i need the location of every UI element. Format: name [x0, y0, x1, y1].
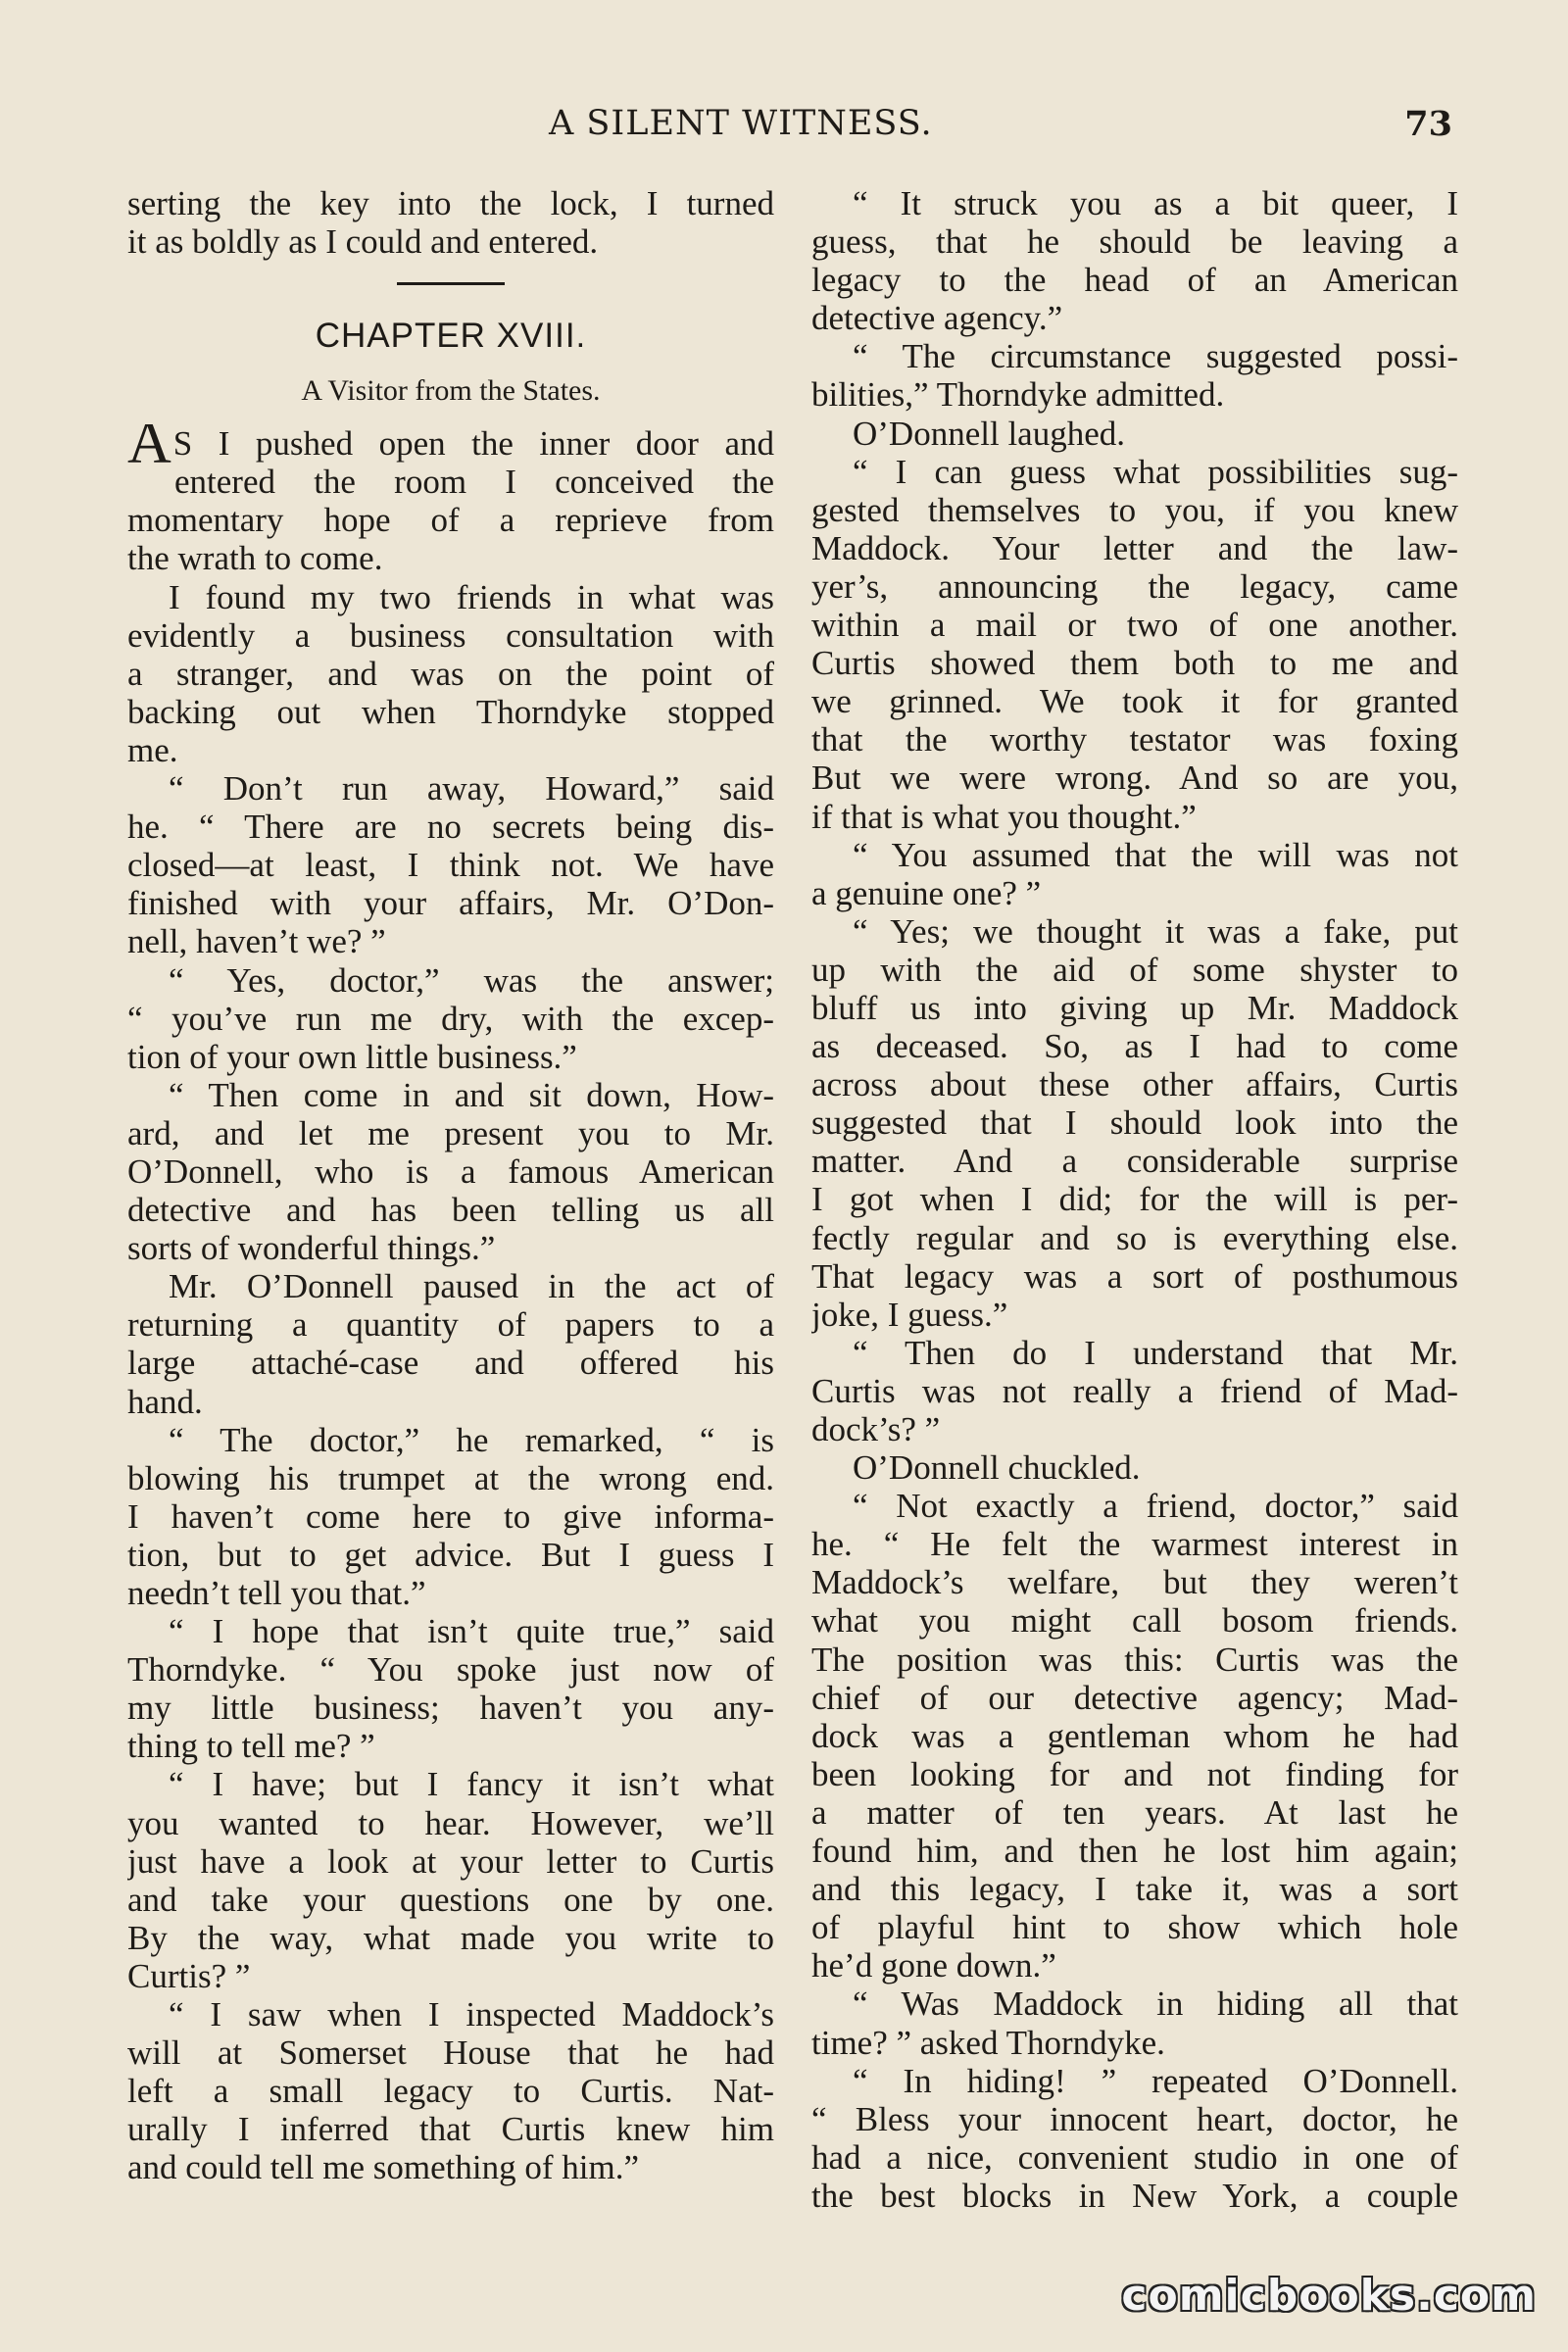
text-line: joke, I guess.”	[811, 1295, 1008, 1334]
text-line: chief of our detective agency; Mad-	[811, 1678, 1458, 1717]
text-line: The position was this: Curtis was the	[811, 1640, 1458, 1679]
text-line: he’d gone down.”	[811, 1946, 1056, 1985]
text-line: gested themselves to you, if you knew	[811, 490, 1458, 529]
text-line: “ It struck you as a bit queer, I	[853, 184, 1458, 222]
text-line: serting the key into the lock, I turned	[127, 184, 774, 222]
text-line: tion of your own little business.”	[127, 1037, 577, 1076]
text-line: “ you’ve run me dry, with the excep-	[127, 999, 774, 1038]
text-line: Curtis was not really a friend of Mad-	[811, 1371, 1458, 1410]
text-line: “ Was Maddock in hiding all that	[853, 1984, 1458, 2024]
text-line: “ I hope that isn’t quite true,” said	[169, 1612, 774, 1651]
text-line: detective agency.”	[811, 299, 1063, 338]
text-line: as deceased. So, as I had to come	[811, 1027, 1458, 1066]
text-line: momentary hope of a reprieve from	[127, 501, 774, 540]
text-line: a stranger, and was on the point of	[127, 654, 774, 693]
text-line: large attaché-case and offered his	[127, 1344, 774, 1383]
text-line: “ In hiding! ” repeated O’Donnell.	[853, 2061, 1458, 2100]
text-line: been looking for and not finding for	[811, 1754, 1458, 1793]
text-line: entered the room I conceived the	[174, 463, 774, 502]
text-line: of playful hint to show which hole	[811, 1908, 1458, 1947]
drop-cap: A	[127, 424, 172, 464]
text-line: Mr. O’Donnell paused in the act of	[169, 1267, 774, 1306]
text-line: my little business; haven’t you any-	[127, 1689, 774, 1728]
chapter-subtitle: A Visitor from the States.	[301, 374, 601, 408]
text-line: “ You assumed that the will was not	[853, 835, 1458, 874]
text-line: dock was a gentleman whom he had	[811, 1716, 1458, 1755]
text-line: and this legacy, I take it, was a sort	[811, 1870, 1458, 1909]
text-line: thing to tell me? ”	[127, 1727, 375, 1766]
text-line: had a nice, convenient studio in one of	[811, 2137, 1458, 2177]
text-line: “ Yes, doctor,” was the answer;	[169, 960, 774, 1000]
text-line: and could tell me something of him.”	[127, 2148, 639, 2187]
text-line: and take your questions one by one.	[127, 1880, 774, 1919]
text-line: “ Then do I understand that Mr.	[853, 1333, 1458, 1372]
text-line: you wanted to hear. However, we’ll	[127, 1803, 774, 1842]
text-line: what you might call bosom friends.	[811, 1601, 1458, 1641]
text-line: Maddock. Your letter and the law-	[811, 528, 1458, 567]
text-line: ard, and let me present you to Mr.	[127, 1113, 774, 1152]
text-line: evidently a business consultation with	[127, 615, 774, 655]
page-number: 73	[1404, 104, 1452, 144]
text-line: “ Not exactly a friend, doctor,” said	[853, 1487, 1458, 1526]
text-line: the best blocks in New York, a couple	[811, 2176, 1458, 2215]
text-line: yer’s, announcing the legacy, came	[811, 566, 1458, 606]
text-line: we grinned. We took it for granted	[811, 682, 1458, 721]
text-line: a genuine one? ”	[811, 873, 1042, 912]
text-line: But we were wrong. And so are you,	[811, 759, 1458, 798]
text-line: found him, and then he lost him again;	[811, 1832, 1458, 1871]
text-line: “ I can guess what possibilities sug-	[853, 452, 1458, 491]
text-line: Maddock’s welfare, but they weren’t	[811, 1563, 1458, 1602]
text-line: I got when I did; for the will is per-	[811, 1180, 1458, 1219]
text-line: “ I have; but I fancy it isn’t what	[169, 1765, 774, 1804]
text-line: sorts of wonderful things.”	[127, 1229, 496, 1268]
text-line: needn’t tell you that.”	[127, 1574, 426, 1612]
text-line: By the way, what made you write to	[127, 1918, 774, 1957]
text-line: dock’s? ”	[811, 1410, 941, 1448]
text-line: it as boldly as I could and entered.	[127, 222, 599, 262]
left-column	[127, 184, 774, 2187]
text-line: blowing his trumpet at the wrong end.	[127, 1458, 774, 1497]
text-line: me.	[127, 730, 178, 769]
chapter-heading: CHAPTER XVIII.	[315, 317, 587, 356]
text-line: tion, but to get advice. But I guess I	[127, 1535, 774, 1574]
text-line: a matter of ten years. At last he	[811, 1792, 1458, 1832]
text-line-body: S I pushed open the inner door and	[172, 424, 774, 464]
text-line: nell, haven’t we? ”	[127, 922, 386, 961]
text-line: guess, that he should be leaving a	[811, 222, 1458, 262]
text-line: closed—at least, I think not. We have	[127, 846, 774, 885]
text-line: O’Donnell laughed.	[853, 414, 1125, 453]
text-line: I haven’t come here to give informa-	[127, 1496, 774, 1536]
text-line: Curtis showed them both to me and	[811, 644, 1458, 683]
text-line: will at Somerset House that he had	[127, 2034, 774, 2073]
text-line: time? ” asked Thorndyke.	[811, 2023, 1165, 2062]
text-line: he. “ There are no secrets being dis-	[127, 808, 774, 847]
text-line: “ The doctor,” he remarked, “ is	[169, 1420, 774, 1459]
text-line: legacy to the head of an American	[811, 261, 1458, 300]
text-line: bilities,” Thorndyke admitted.	[811, 375, 1225, 415]
text-line: within a mail or two of one another.	[811, 606, 1458, 645]
text-line: he. “ He felt the warmest interest in	[811, 1525, 1458, 1564]
text-line: up with the aid of some shyster to	[811, 950, 1458, 989]
text-line: if that is what you thought.”	[811, 797, 1197, 836]
text-line: fectly regular and so is everything else.	[811, 1218, 1458, 1257]
text-line: O’Donnell, who is a famous American	[127, 1152, 774, 1191]
text-line: returning a quantity of papers to a	[127, 1305, 774, 1345]
text-line: urally I inferred that Curtis knew him	[127, 2110, 774, 2149]
section-divider	[397, 282, 505, 285]
text-line: That legacy was a sort of posthumous	[811, 1256, 1458, 1296]
text-line: “ Don’t run away, Howard,” said	[169, 769, 774, 808]
text-line: suggested that I should look into the	[811, 1103, 1458, 1143]
text-line: O’Donnell chuckled.	[853, 1448, 1141, 1488]
text-line: left a small legacy to Curtis. Nat-	[127, 2072, 774, 2111]
text-line: the wrath to come.	[127, 539, 383, 578]
text-line: Curtis? ”	[127, 1956, 251, 1995]
text-line: that the worthy testator was foxing	[811, 720, 1458, 760]
text-line: “ The circumstance suggested possi-	[853, 337, 1458, 376]
text-line: “ Then come in and sit down, How-	[169, 1075, 774, 1114]
text-line: just have a look at your letter to Curtis	[127, 1841, 774, 1881]
text-line: detective and has been telling us all	[127, 1191, 774, 1230]
running-title: A SILENT WITNESS.	[549, 104, 933, 143]
text-line: hand.	[127, 1382, 203, 1421]
text-line: matter. And a considerable surprise	[811, 1142, 1458, 1181]
text-line: “ Yes; we thought it was a fake, put	[853, 911, 1458, 951]
text-line: backing out when Thorndyke stopped	[127, 692, 774, 731]
text-line: bluff us into giving up Mr. Maddock	[811, 988, 1458, 1027]
text-line: I found my two friends in what was	[169, 577, 774, 616]
site-watermark: comicbooks.com	[1121, 2271, 1537, 2321]
right-column	[811, 184, 1458, 2215]
text-line: “ Bless your innocent heart, doctor, he	[811, 2099, 1458, 2138]
running-header	[0, 98, 1568, 157]
text-line	[127, 424, 774, 463]
text-line: Thorndyke. “ You spoke just now of	[127, 1650, 774, 1690]
text-line: finished with your affairs, Mr. O’Don-	[127, 884, 774, 923]
text-line: across about these other affairs, Curtis	[811, 1065, 1458, 1104]
text-line: “ I saw when I inspected Maddock’s	[169, 1995, 774, 2034]
